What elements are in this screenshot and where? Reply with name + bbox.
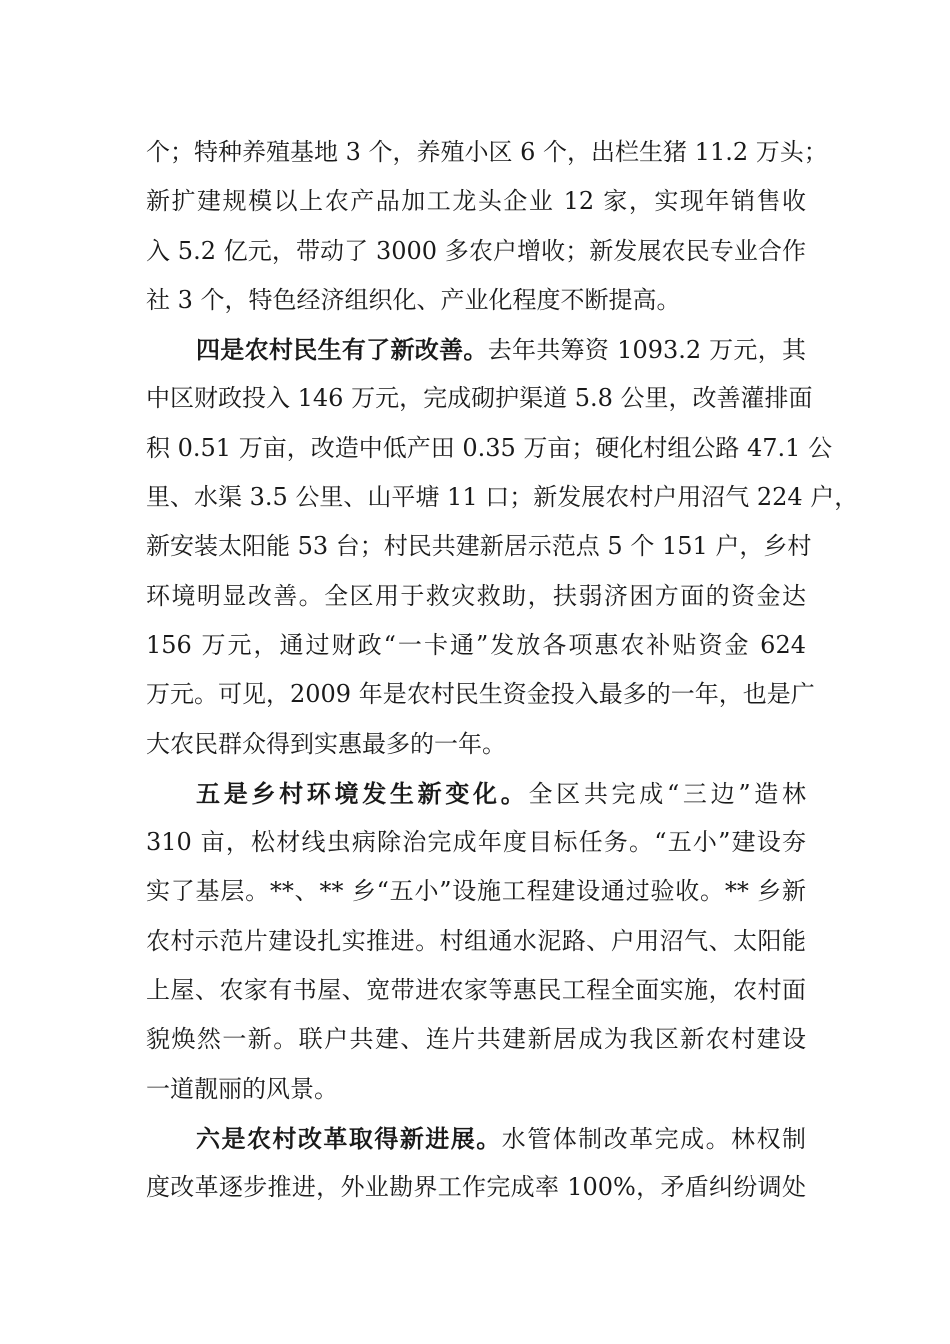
paragraph-line: 貌焕然一新。联户共建、连片共建新居成为我区新农村建设: [146, 1025, 806, 1054]
paragraph-line: 度改革逐步推进，外业勘界工作完成率 100%，矛盾纠纷调处: [146, 1173, 806, 1202]
paragraph-text: 水管体制改革完成。林权制: [501, 1124, 807, 1153]
paragraph-line: 实了基层。**、** 乡“五小”设施工程建设通过验收。** 乡新: [146, 877, 806, 906]
paragraph-first-line: [146, 325, 806, 374]
paragraph-line: 里、水渠 3.5 公里、山平塘 11 口；新发展农村户用沼气 224 户，: [146, 483, 859, 512]
paragraph-line: 积 0.51 万亩，改造中低产田 0.35 万亩；硬化村组公路 47.1 公: [146, 433, 833, 462]
paragraph-line: 农村示范片建设扎实推进。村组通水泥路、户用沼气、太阳能: [146, 926, 806, 955]
paragraph-line: 新安装太阳能 53 台；村民共建新居示范点 5 个 151 户，乡村: [146, 532, 812, 561]
paragraph-line: 入 5.2 亿元，带动了 3000 多农户增收；新发展农民专业合作: [146, 236, 806, 265]
paragraph-heading: 六是农村改革取得新进展。: [196, 1123, 502, 1153]
paragraph-line: 中区财政投入 146 万元，完成砌护渠道 5.8 公里，改善灌排面: [146, 384, 813, 413]
paragraph-line: 上屋、农家有书屋、宽带进农家等惠民工程全面实施，农村面: [146, 976, 806, 1005]
paragraph-first-line: [146, 1114, 806, 1163]
paragraph-heading: 四是农村民生有了新改善。: [196, 335, 488, 365]
paragraph-first-line: [146, 769, 806, 818]
paragraph-heading: 五是乡村环境发生新变化。: [196, 778, 529, 808]
paragraph-line: 万元。可见，2009 年是农村民生资金投入最多的一年，也是广: [146, 680, 815, 709]
paragraph-line: 156 万元，通过财政“一卡通”发放各项惠农补贴资金 624: [146, 630, 806, 659]
paragraph-line: 一道靓丽的风景。: [146, 1074, 338, 1103]
paragraph-line: 社 3 个，特色经济组织化、产业化程度不断提高。: [146, 285, 681, 314]
paragraph-line: 新扩建规模以上农产品加工龙头企业 12 家，实现年销售收: [146, 187, 806, 216]
paragraph-line: 大农民群众得到实惠最多的一年。: [146, 729, 506, 758]
paragraph-line: 310 亩，松材线虫病除治完成年度目标任务。“五小”建设夯: [146, 828, 806, 857]
paragraph-text: 全区共完成“三边”造林: [528, 779, 807, 808]
paragraph-text: 去年共筹资 1093.2 万元，其: [487, 336, 807, 365]
paragraph-line: 环境明显改善。全区用于救灾救助，扶弱济困方面的资金达: [146, 581, 806, 610]
document-body: [146, 128, 859, 1213]
paragraph-line: 个；特种养殖基地 3 个，养殖小区 6 个，出栏生猪 11.2 万头；: [146, 138, 828, 166]
